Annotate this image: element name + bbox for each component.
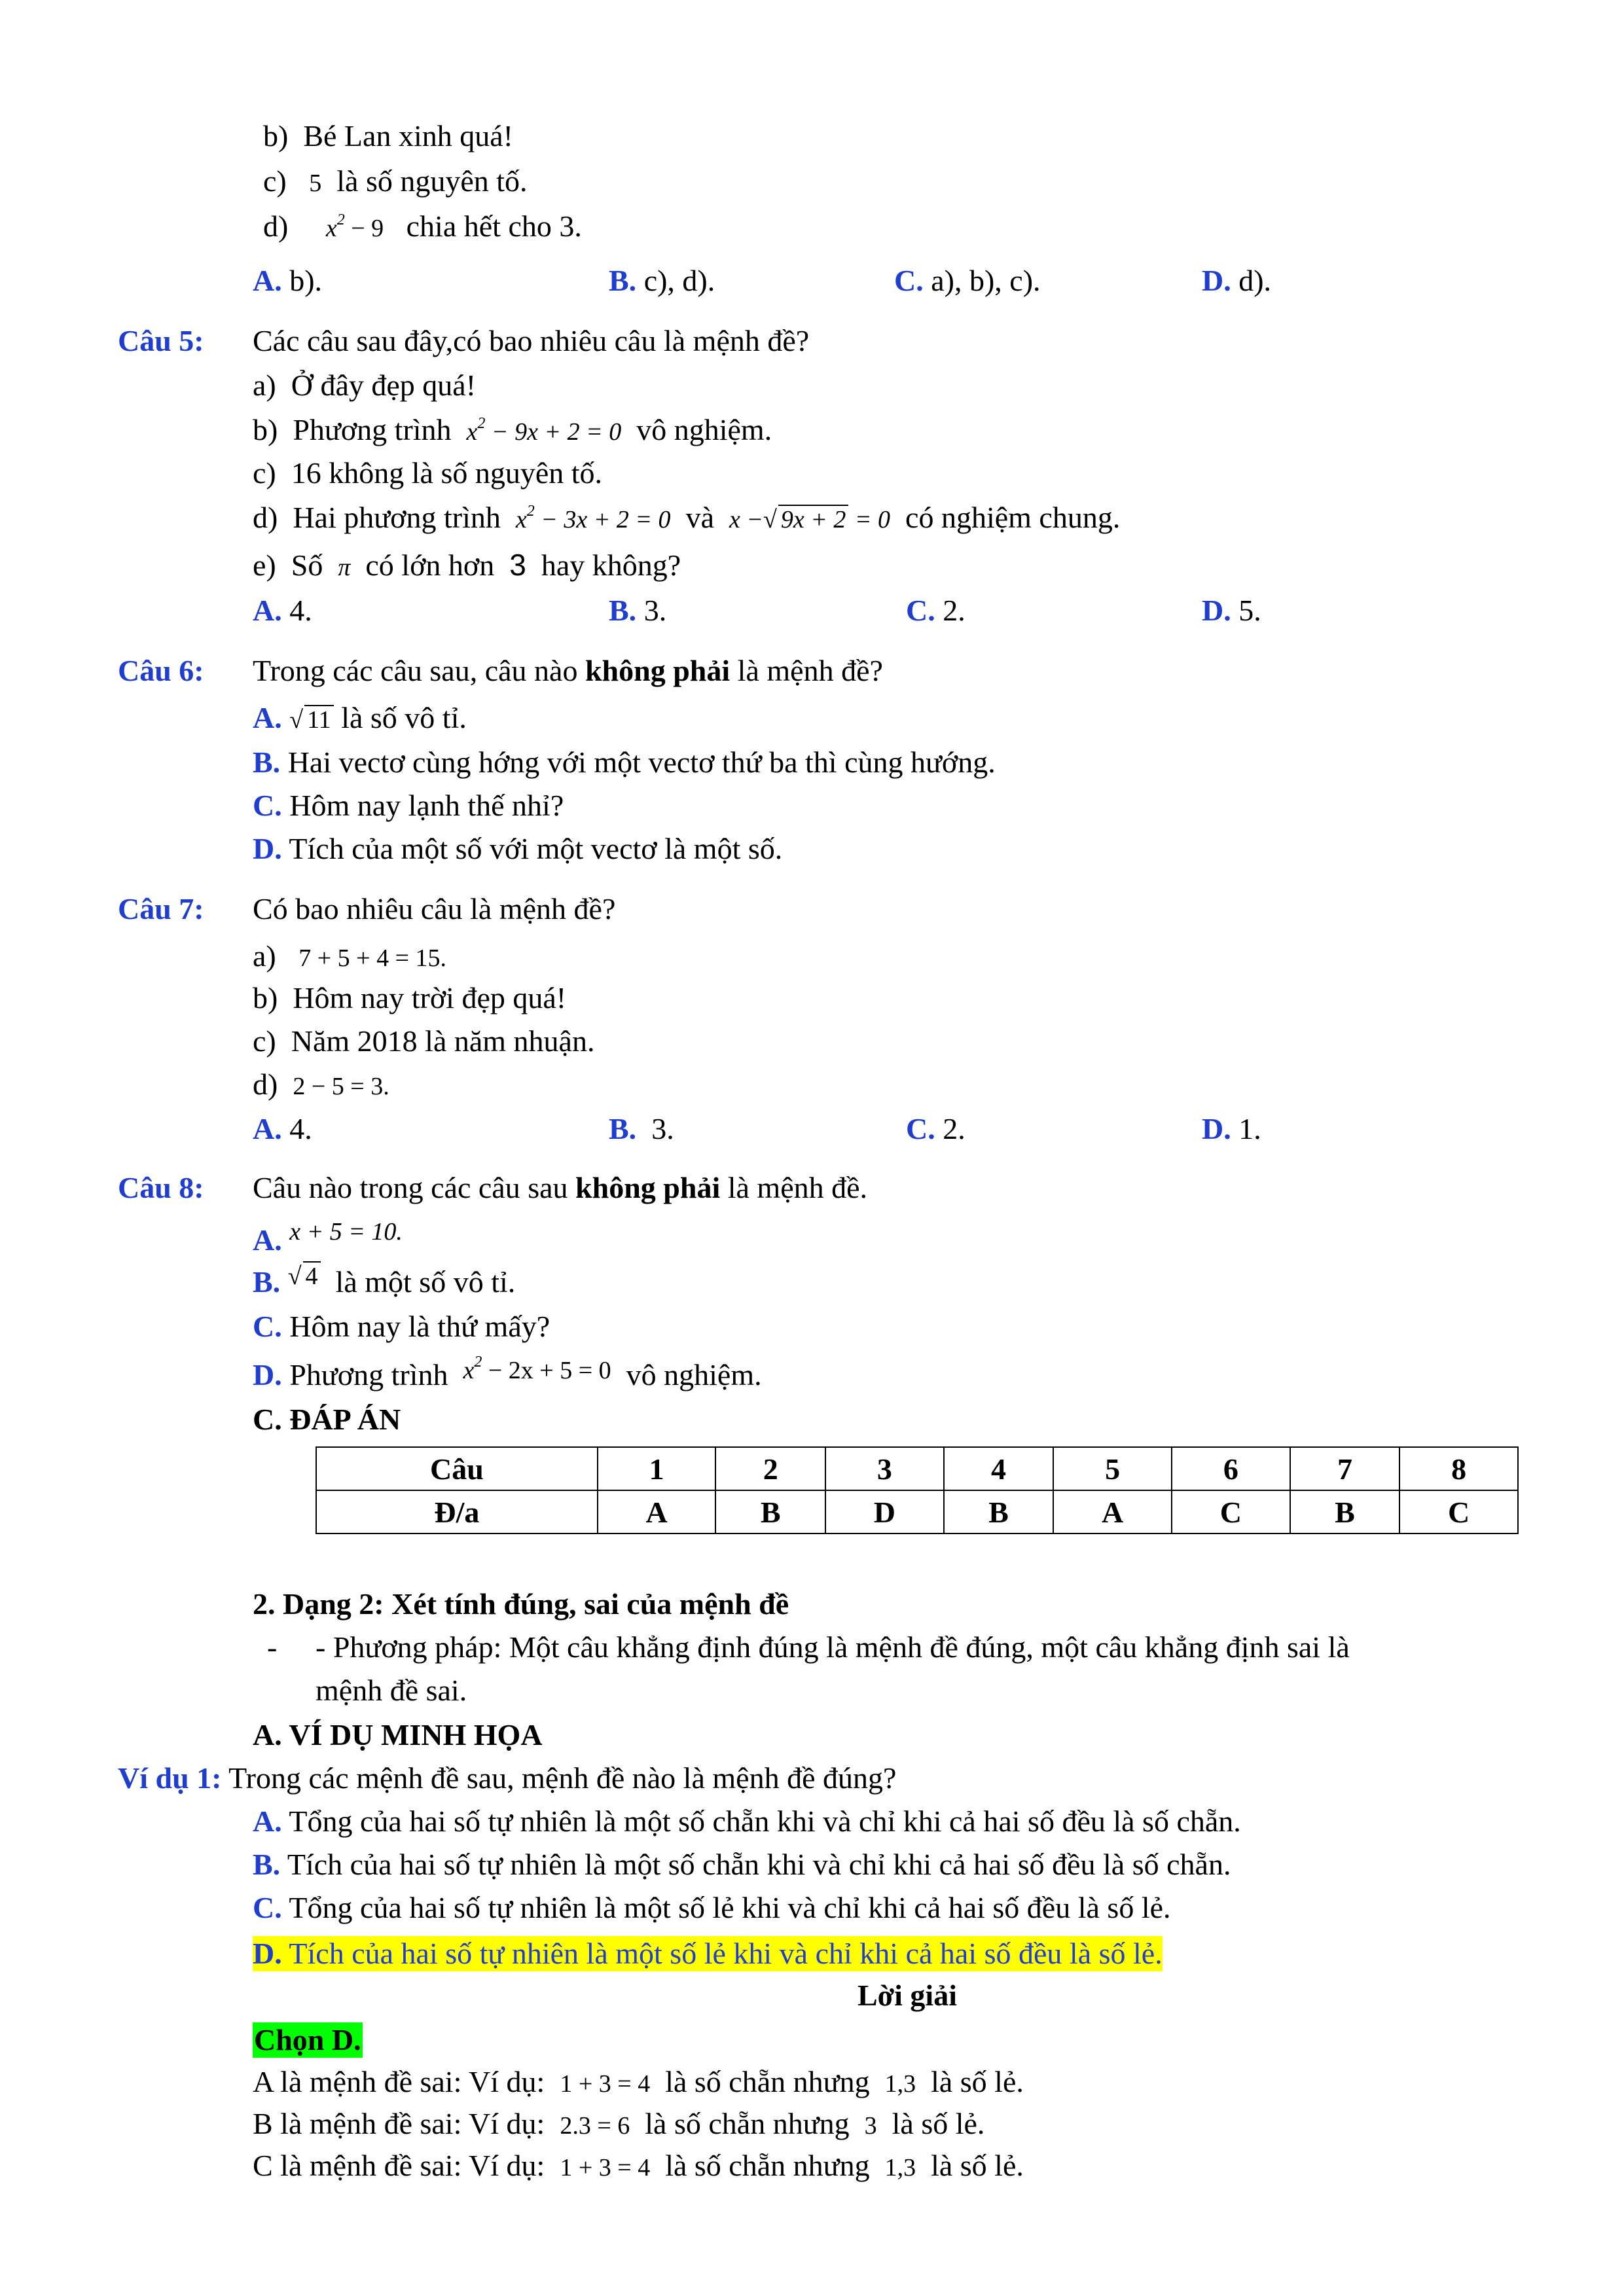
math-expr: x2 − 2x + 5 = 0	[463, 1354, 611, 1384]
q8-label: Câu 8:	[118, 1171, 204, 1204]
q5-option-a: A. 4.	[253, 594, 312, 627]
bullet: -	[267, 1630, 278, 1664]
math-expr: 2.3 = 6	[560, 2112, 630, 2140]
math-expr: x + 5 = 10.	[289, 1218, 403, 1246]
table-cell: C	[1399, 1490, 1518, 1534]
example1-option-b: B. Tích của hai số tự nhiên là một số chẵn khi và chỉ khi cả hai số đều là số chẵn.	[253, 1848, 1231, 1881]
example1-option-d-highlighted: D. Tích của hai số tự nhiên là một số lẻ khi và chỉ khi cả hai số đều là số lẻ.	[253, 1937, 1163, 1970]
q6-option-b: B. Hai vectơ cùng hớng với một vectơ thứ ba thì cùng hướng.	[253, 745, 996, 779]
solution-choice: Chọn D.	[254, 2023, 361, 2056]
q5-item-c: c) 16 không là số nguyên tố.	[253, 456, 603, 490]
table-cell: 8	[1399, 1447, 1518, 1490]
q8-option-b: B. $^{√ 4}$ là một số vô tỉ.	[253, 1263, 516, 1299]
q7-label: Câu 7:	[118, 892, 204, 925]
q4-option-c: C. a), b), c).	[894, 264, 1041, 297]
method-line-1: - Phương pháp: Một câu khẳng định đúng là mệnh đề đúng, một câu khẳng định sai là	[316, 1630, 1350, 1664]
math-expr: 1 + 3 = 4	[560, 2070, 651, 2098]
q7-item-c: c) Năm 2018 là năm nhuận.	[253, 1024, 595, 1058]
math-expr: 1,3	[884, 2070, 916, 2098]
q4-item-d	[263, 211, 582, 242]
item-text: Bé Lan xinh quá!	[303, 119, 513, 152]
q5-option-c: C. 2.	[906, 594, 965, 627]
example1-question: Ví dụ 1: Trong các mệnh đề sau, mệnh đề nào là mệnh đề đúng?	[118, 1761, 897, 1795]
q7-text: Có bao nhiêu câu là mệnh đề?	[253, 892, 616, 925]
q7-item-a: a) 7 + 5 + 4 = 15.	[253, 939, 447, 973]
math-expr: √ 4	[288, 1263, 321, 1290]
q5-label: Câu 5:	[118, 324, 204, 357]
q4-item-b	[263, 121, 513, 151]
table-cell: D	[825, 1490, 944, 1534]
table-cell: 4	[944, 1447, 1054, 1490]
solution-line-c: C là mệnh đề sai: Ví dụ: 1 + 3 = 4 là số chẵn nhưng 1,3 là số lẻ.	[253, 2149, 1024, 2182]
q5-text: Các câu sau đây,có bao nhiêu câu là mệnh đề?	[253, 324, 810, 357]
q7-item-b: b) Hôm nay trời đẹp quá!	[253, 981, 567, 1014]
table-cell: B	[1290, 1490, 1400, 1534]
q6-text: Trong các câu sau, câu nào không phải là mệnh đề?	[253, 654, 883, 687]
q8-option-c: C. Hôm nay là thứ mấy?	[253, 1310, 550, 1343]
table-cell: 1	[598, 1447, 716, 1490]
table-cell: B	[944, 1490, 1054, 1534]
table-cell: A	[1053, 1490, 1172, 1534]
example1-option-c: C. Tổng của hai số tự nhiên là một số lẻ khi và chỉ khi cả hai số đều là số lẻ.	[253, 1891, 1171, 1924]
q4-option-b: B. c), d).	[609, 264, 715, 297]
q7-option-c: C. 2.	[906, 1112, 965, 1145]
q6-label: Câu 6:	[118, 654, 204, 687]
q8-text: Câu nào trong các câu sau không phải là mệnh đề.	[253, 1171, 868, 1204]
math-expr: π	[338, 554, 351, 581]
table-cell: 3	[825, 1447, 944, 1490]
q7-option-d: D. 1.	[1202, 1112, 1261, 1145]
item-label: b)	[263, 119, 289, 152]
q8-option-a: A. x + 5 = 10.	[253, 1218, 403, 1257]
math-expr: $x^2 - 9$	[325, 211, 384, 242]
solution-line-b: B là mệnh đề sai: Ví dụ: 2.3 = 6 là số chẵn nhưng 3 là số lẻ.	[253, 2107, 985, 2140]
q5-item-b: b) Phương trình $x^2 - 9x + 2 = 0$ vô nghiệm.	[253, 413, 772, 446]
answer-key-heading: C. ĐÁP ÁN	[253, 1403, 401, 1436]
table-cell: C	[1172, 1490, 1290, 1534]
q7-item-d: d) 2 − 5 = 3.	[253, 1067, 389, 1101]
math-expr: 3	[864, 2112, 877, 2140]
table-cell: A	[598, 1490, 716, 1534]
item-label: d)	[263, 209, 289, 243]
item-text: chia hết cho 3.	[406, 209, 582, 243]
q5-item-e: e) Số π có lớn hơn 3 hay không?	[253, 548, 681, 582]
table-cell: 5	[1053, 1447, 1172, 1490]
table-header-cell: Đ/a	[316, 1490, 598, 1534]
table-row	[316, 1447, 1518, 1490]
math-expr: 1,3	[884, 2154, 916, 2181]
table-header-cell: Câu	[316, 1447, 598, 1490]
q5-option-d: D. 5.	[1202, 594, 1261, 627]
section2-heading: 2. Dạng 2: Xét tính đúng, sai của mệnh đề	[253, 1587, 789, 1621]
item-text: là số nguyên tố.	[336, 164, 528, 198]
method-line-2: mệnh đề sai.	[316, 1674, 467, 1707]
table-cell: 6	[1172, 1447, 1290, 1490]
math-expr: 1 + 3 = 4	[560, 2154, 651, 2181]
table-cell: B	[715, 1490, 825, 1534]
math-expr: 5	[309, 170, 322, 197]
q4-option-a: A. b).	[253, 264, 323, 297]
table-row	[316, 1490, 1518, 1534]
math-expr: $x^2 - 9x + 2 = 0$	[466, 415, 622, 446]
examples-heading: A. VÍ DỤ MINH HỌA	[253, 1718, 543, 1751]
math-expr: √ 11	[289, 706, 333, 734]
solution-heading: Lời giải	[857, 1979, 957, 2012]
table-cell: 7	[1290, 1447, 1400, 1490]
q7-option-a: A. 4.	[253, 1112, 312, 1145]
q5-item-d: d) Hai phương trình $x^2 - 3x + 2 = 0$ và x −√ 9x + 2 = 0 có nghiệm chung.	[253, 501, 1121, 534]
q6-option-d: D. Tích của một số với một vectơ là một số.	[253, 832, 783, 865]
q8-option-d: D. Phương trình $^{x^2 - 2x + 5 = 0}$ vô nghiệm.	[253, 1354, 762, 1391]
example1-option-a: A. Tổng của hai số tự nhiên là một số chẵn khi và chỉ khi cả hai số đều là số chẵn.	[253, 1804, 1241, 1838]
q6-option-c: C. Hôm nay lạnh thế nhỉ?	[253, 789, 564, 822]
answer-key-table	[316, 1446, 1519, 1534]
math-expr: 2 − 5 = 3.	[293, 1073, 389, 1100]
math-expr: 7 + 5 + 4 = 15.	[298, 944, 447, 972]
solution-line-a: A là mệnh đề sai: Ví dụ: 1 + 3 = 4 là số chẵn nhưng 1,3 là số lẻ.	[253, 2065, 1024, 2098]
table-cell: 2	[715, 1447, 825, 1490]
q5-option-b: B. 3.	[609, 594, 667, 627]
q4-item-c	[263, 166, 528, 196]
q6-option-a: A. √ 11 là số vô tỉ.	[253, 701, 467, 734]
item-label: c)	[263, 164, 287, 198]
math-expr: x −√ 9x + 2 = 0	[729, 506, 891, 533]
q7-option-b: B. 3.	[609, 1112, 674, 1145]
q4-option-d: D. d).	[1202, 264, 1272, 297]
math-expr: $x^2 - 3x + 2 = 0$	[515, 503, 671, 533]
q5-item-a: a) Ở đây đẹp quá!	[253, 368, 477, 402]
